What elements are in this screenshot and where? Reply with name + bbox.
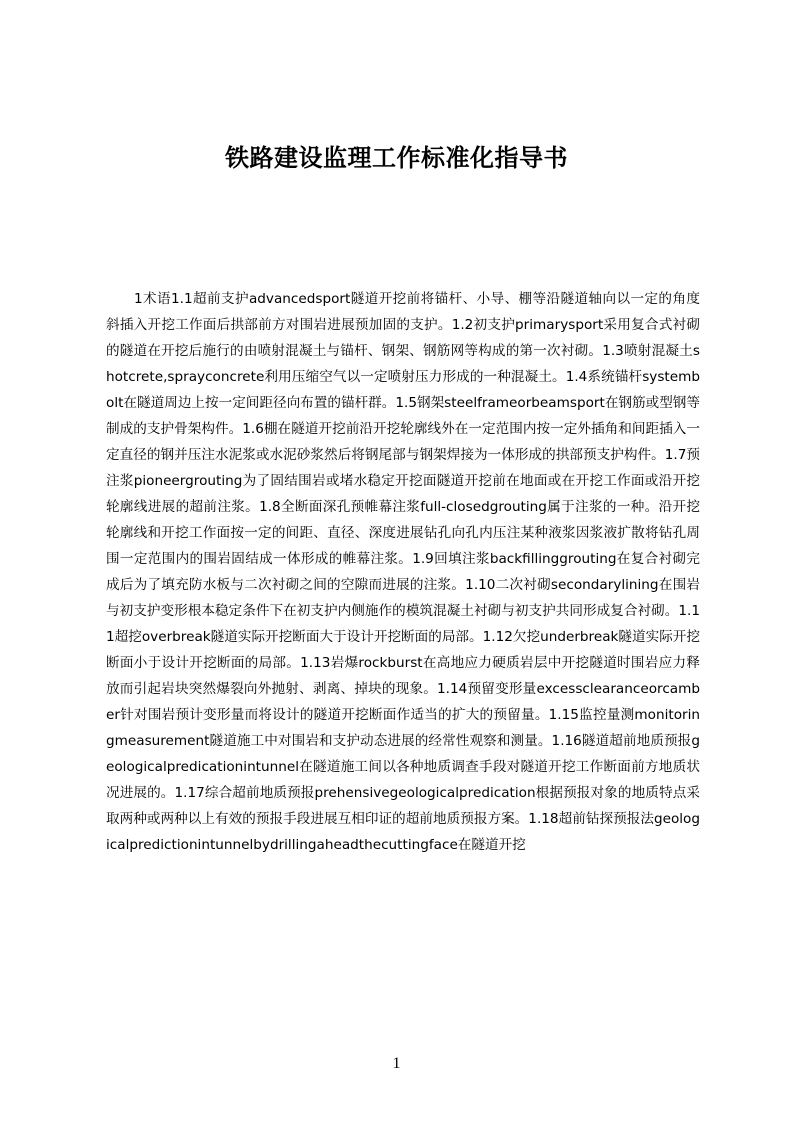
body-paragraph: 1术语1.1超前支护advancedsport隧道开挖前将锚杆、小导、棚等沿隧道轴向以一定的角度斜插入开挖工作面后拱部前方对围岩进展预加固的支护。1.2初支护primarysport采用复合式衬砌的隧道在开挖后施行的由喷射混凝土与锚杆、钢架、钢筋网等构成的第一次衬砌。1.3喷射混凝土shotcrete,sprayconcrete利用压缩空气以一定喷射压力形成的一种混凝土。1.4系统锚杆systembolt在隧道周边上按一定间距径向布置的锚杆群。1.5钢架steelframeorbeamsport在钢筋或型钢等制成的支护骨架构件。1.6棚在隧道开挖前沿开挖轮廓线外在一定范围内按一定外插角和间距插入一定直径的钢并压注水泥浆或水泥砂浆然后将钢尾部与钢架焊接为一体形成的拱部预支护构件。1.7预注浆pioneergrouting为了固结围岩或堵水稳定开挖面隧道开挖前在地面或在开挖工作面或沿开挖轮廓线进展的超前注浆。1.8全断面深孔预帷幕注浆full-closedgrouting属于注浆的一种。沿开挖轮廓线和开挖工作面按一定的间距、直径、深度进展钻孔向孔内压注某种液浆因浆液扩散将钻孔周围一定范围内的围岩固结成一体形成的帷幕注浆。1.9回填注浆backfillinggrouting在复合衬砌完成后为了填充防水板与二次衬砌之间的空隙而进展的注浆。1.10二次衬砌secondarylining在围岩与初支护变形根本稳定条件下在初支护内侧施作的模筑混凝土衬砌与初支护共同形成复合衬砌。1.11超挖overbreak隧道实际开挖断面大于设计开挖断面的局部。1.12欠挖underbreak隧道实际开挖断面小于设计开挖断面的局部。1.13岩爆rockburst在高地应力硬质岩层中开挖隧道时围岩应力释放而引起岩块突然爆裂向外抛射、剥离、掉块的现象。1.14预留变形量excessclearanceorcamber针对围岩预计变形量而将设计的隧道开挖断面作适当的扩大的预留量。1.15监控量测monitoringmeasurement隧道施工中对围岩和支护动态进展的经常性观察和测量。1.16隧道超前地质预报geologicalpredicationintunnel在隧道施工间以各种地质调查手段对隧道开挖工作断面前方地质状况进展的。1.17综合超前地质预报prehensivegeologicalpredication根据预报对象的地质特点采取两种或两种以上有效的预报手段进展互相印证的超前地质预报方案。1.18超前钻探预报法geologicalpredictionintunnelbydrillingaheadthecuttingface在隧道开挖 — [106, 291, 700, 853]
document-title: 铁路建设监理工作标准化指导书 — [225, 144, 568, 172]
page-number: 1 — [392, 1055, 401, 1072]
